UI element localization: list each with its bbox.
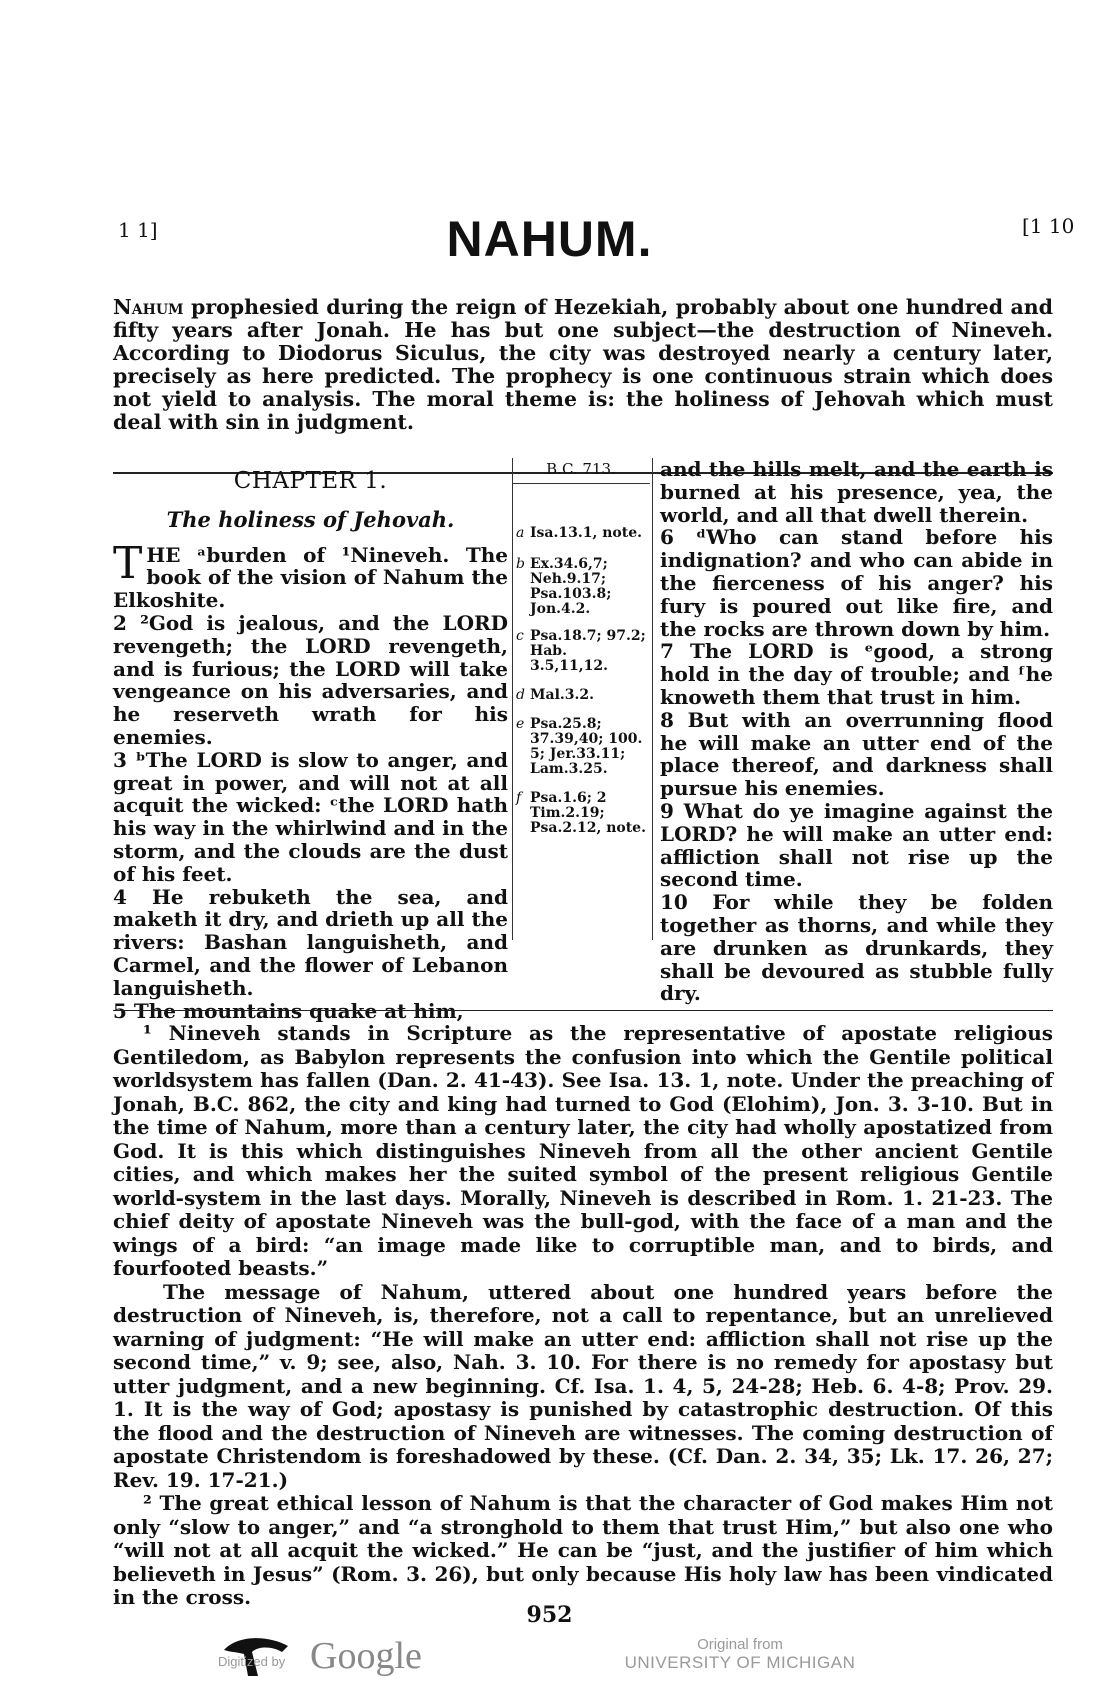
- cross-reference: a Isa.13.1, note.: [516, 525, 642, 541]
- verse-5: 5 The mountains quake at him,: [113, 998, 464, 1023]
- drop-cap: T: [113, 537, 143, 589]
- text-column-right: [660, 458, 1053, 1005]
- section-title: The holiness of Jehovah.: [166, 506, 455, 532]
- text-column-left: [113, 458, 508, 1022]
- intro-text: prophesied during the reign of Hezekiah, probably about one hundred and fifty years after Jonah. He has but one subject—the destruction of Nineveh. According to Diodorus Siculus, the city was destroyed nearly a century later, precisely as here predicted. The prophecy is one continuous strain which does not yield to analysis. The moral theme is: the holiness of Jehovah which must deal with sin in judgment.: [113, 295, 1053, 434]
- chapter-heading: CHAPTER 1.: [233, 468, 388, 494]
- cross-reference: b Ex.34.6,7; Neh.9.17; Psa.103.8; Jon.4.2.: [516, 556, 612, 617]
- header-left-marker: 1 1]: [118, 218, 158, 242]
- footnote-1: ¹ Nineveh stands in Scripture as the representative of apostate religious Gentiledom, as Babylon represents the confusion into which the Gentile political worldsystem has fallen (Dan. 2. 41-43). See Isa. 13. 1, note. Under the preaching of Jonah, B.C. 862, the city and king had turned to God (Elohim), Jon. 3. 3-10. But in the time of Nahum, more than a century later, the city had wholly apostatized from God. It is this which distinguishes Nineveh from all the other ancient Gentile cities, and which makes her the suited symbol of the present religious Gentile world-system in the last days. Morally, Nineveh is described in Rom. 1. 21-23. The chief deity of apostate Nineveh was the bull-god, with the face of a man and the wings of a bird: “an image made like to corruptible man, and to birds, and fourfooted beasts.”: [113, 1021, 1053, 1280]
- original-from-text: Original from: [697, 1636, 783, 1653]
- institution-name: UNIVERSITY OF MICHIGAN: [624, 1653, 856, 1672]
- footnote-2: ² The great ethical lesson of Nahum is that the character of God makes Him not only “slow to anger,” and “a stronghold to them that trust Him,” but also one who “will not at all acquit the wicked.” He can be “just, and the justifier of him which believeth in Jesus” (Rom. 3. 26), but only because His holy law has been vindicated in the cross.: [113, 1491, 1053, 1609]
- verse-10: 10 For while they be folden together as thorns, and while they are drunken as drunkards, they shall be devoured as stubble fully dry.: [660, 890, 1053, 1006]
- verse-3: 3 ᵇThe LORD is slow to anger, and great in power, and will not at all acquit the wicked: ᶜthe LORD hath his way in the whirlwind and in the storm, and the clouds are the dust of his feet.: [113, 747, 508, 886]
- column-divider-right: [652, 458, 653, 940]
- google-watermark: [218, 1632, 448, 1682]
- cross-reference: c Psa.18.7; 97.2; Hab. 3.5,11,12.: [516, 628, 646, 674]
- verse-1: [113, 537, 508, 613]
- verse-8: 8 But with an overrunning flood he will make an utter end of the place thereof, and darkness shall pursue his enemies.: [660, 707, 1053, 801]
- verse-2: 2 ²God is jealous, and the LORD revengeth; the LORD revengeth, and is furious; the LORD will take vengeance on his adversaries, and he reserveth wrath for his enemies.: [113, 610, 508, 749]
- cross-reference: d Mal.3.2.: [516, 687, 594, 703]
- page-number: 952: [526, 1602, 573, 1628]
- cross-reference-column: [516, 458, 646, 836]
- footnotes: [113, 1022, 1053, 1610]
- verse-4: 4 He rebuketh the sea, and maketh it dry, and drieth up all the rivers: Bashan languisheth, and Carmel, and the flower of Lebanon languisheth.: [113, 884, 508, 1000]
- verse-6: 6 ᵈWho can stand before his indignation? and who can abide in the fierceness of his anger? his fury is poured out like fire, and the rocks are thrown down by him.: [660, 525, 1053, 641]
- verse-9: 9 What do ye imagine against the LORD? he will make an utter end: affliction shall not rise up the second time.: [660, 798, 1053, 892]
- digitized-by-text: Digitized by: [218, 1654, 286, 1669]
- column-divider-left: [512, 458, 513, 940]
- footnote-rule: [113, 1010, 1053, 1011]
- date-label: B.C. 713.: [512, 458, 650, 484]
- verse-7: 7 The LORD is ᵉgood, a strong hold in the day of trouble; and ᶠhe knoweth them that trust in him.: [660, 639, 1053, 709]
- verse-5-continued: and the hills melt, and the earth is burned at his presence, yea, the world, and all that dwell therein.: [660, 457, 1053, 527]
- footnote-1-continued: The message of Nahum, uttered about one hundred years before the destruction of Nineveh, is, therefore, not a call to repentance, but an unrelieved warning of judgment: “He will make an utter end: affliction shall not rise up the second time,” v. 9; see, also, Nah. 3. 10. For there is no remedy for apostasy but utter judgment, and a new beginning. Cf. Isa. 1. 4, 5, 24-28; Heb. 6. 4-8; Prov. 29. 1. It is the way of God; apostasy is punished by catastrophic destruction. Of this the flood and the destruction of Nineveh are witnesses. The coming destruction of apostate Christendom is foreshadowed by these. (Cf. Dan. 2. 34, 35; Lk. 17. 26, 27; Rev. 19. 17-21.): [113, 1279, 1053, 1492]
- header-right-marker: [1 10: [1022, 214, 1075, 238]
- cross-reference: f Psa.1.6; 2 Tim.2.19; Psa.2.12, note.: [516, 790, 646, 836]
- google-logo-text: Google: [310, 1635, 422, 1677]
- cross-reference: e Psa.25.8; 37.39,40; 100. 5; Jer.33.11; Lam.3.25.: [516, 716, 643, 777]
- verse-1-text: HE ᵃburden of ¹Nineveh. The book of the vision of Nahum the Elkoshite.: [113, 542, 508, 613]
- intro-lead-word: Nahum: [113, 295, 184, 319]
- source-library-watermark: [600, 1636, 880, 1673]
- book-title: NAHUM.: [446, 211, 653, 267]
- book-introduction: [113, 296, 1053, 434]
